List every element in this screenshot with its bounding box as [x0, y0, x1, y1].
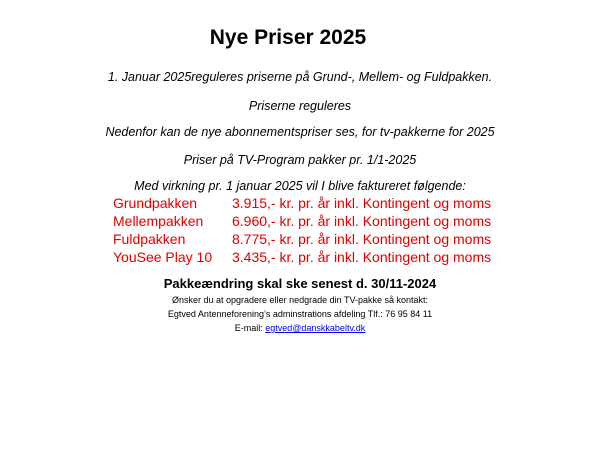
package-price: 8.775,- kr. pr. år inkl. Kontingent og moms	[232, 231, 492, 247]
page-title	[0, 26, 600, 50]
price-row-fuldpakken	[113, 230, 491, 248]
page-title-text: Nye Priser 2025	[209, 26, 367, 49]
contact-email-line	[0, 323, 600, 333]
deadline-notice: Pakkeændring skal ske senest d. 30/11-2024	[163, 276, 437, 291]
email-label: E-mail:	[234, 323, 263, 333]
package-name: Fuldpakken	[113, 231, 186, 247]
package-price: 3.435,- kr. pr. år inkl. Kontingent og moms	[232, 249, 492, 265]
intro-line-new-prices: Nedenfor kan de nye abonnementspriser ses, for tv-pakkerne for 2025	[105, 125, 495, 139]
price-row-mellempakken	[113, 212, 491, 230]
intro-line-invoice: Med virkning pr. 1 januar 2025 vil I blive faktureret følgende:	[134, 179, 466, 193]
intro-line-regulation: 1. Januar 2025reguleres priserne på Grund-, Mellem- og Fuldpakken.	[107, 70, 493, 84]
package-price: 6.960,- kr. pr. år inkl. Kontingent og moms	[232, 213, 492, 229]
contact-instruction: Ønsker du at opgradere eller nedgrade din TV-pakke så kontakt:	[172, 295, 428, 305]
intro-line-prices-regulated: Priserne reguleres	[248, 99, 352, 113]
package-price: 3.915,- kr. pr. år inkl. Kontingent og moms	[232, 195, 492, 211]
intro-line-price-date: Priser på TV-Program pakker pr. 1/1-2025	[183, 153, 417, 167]
price-row-yousee-play-10	[113, 248, 491, 266]
email-link[interactable]: egtved@danskkabeltv.dk	[265, 323, 366, 333]
price-table	[113, 194, 491, 266]
package-name: Mellempakken	[113, 213, 204, 229]
package-name: Grundpakken	[113, 195, 198, 211]
price-row-grundpakken	[113, 194, 491, 212]
contact-phone-line: Egtved Antenneforening’s adminstrations afdeling Tlf.: 76 95 84 11	[167, 309, 433, 319]
package-name: YouSee Play 10	[113, 249, 213, 265]
